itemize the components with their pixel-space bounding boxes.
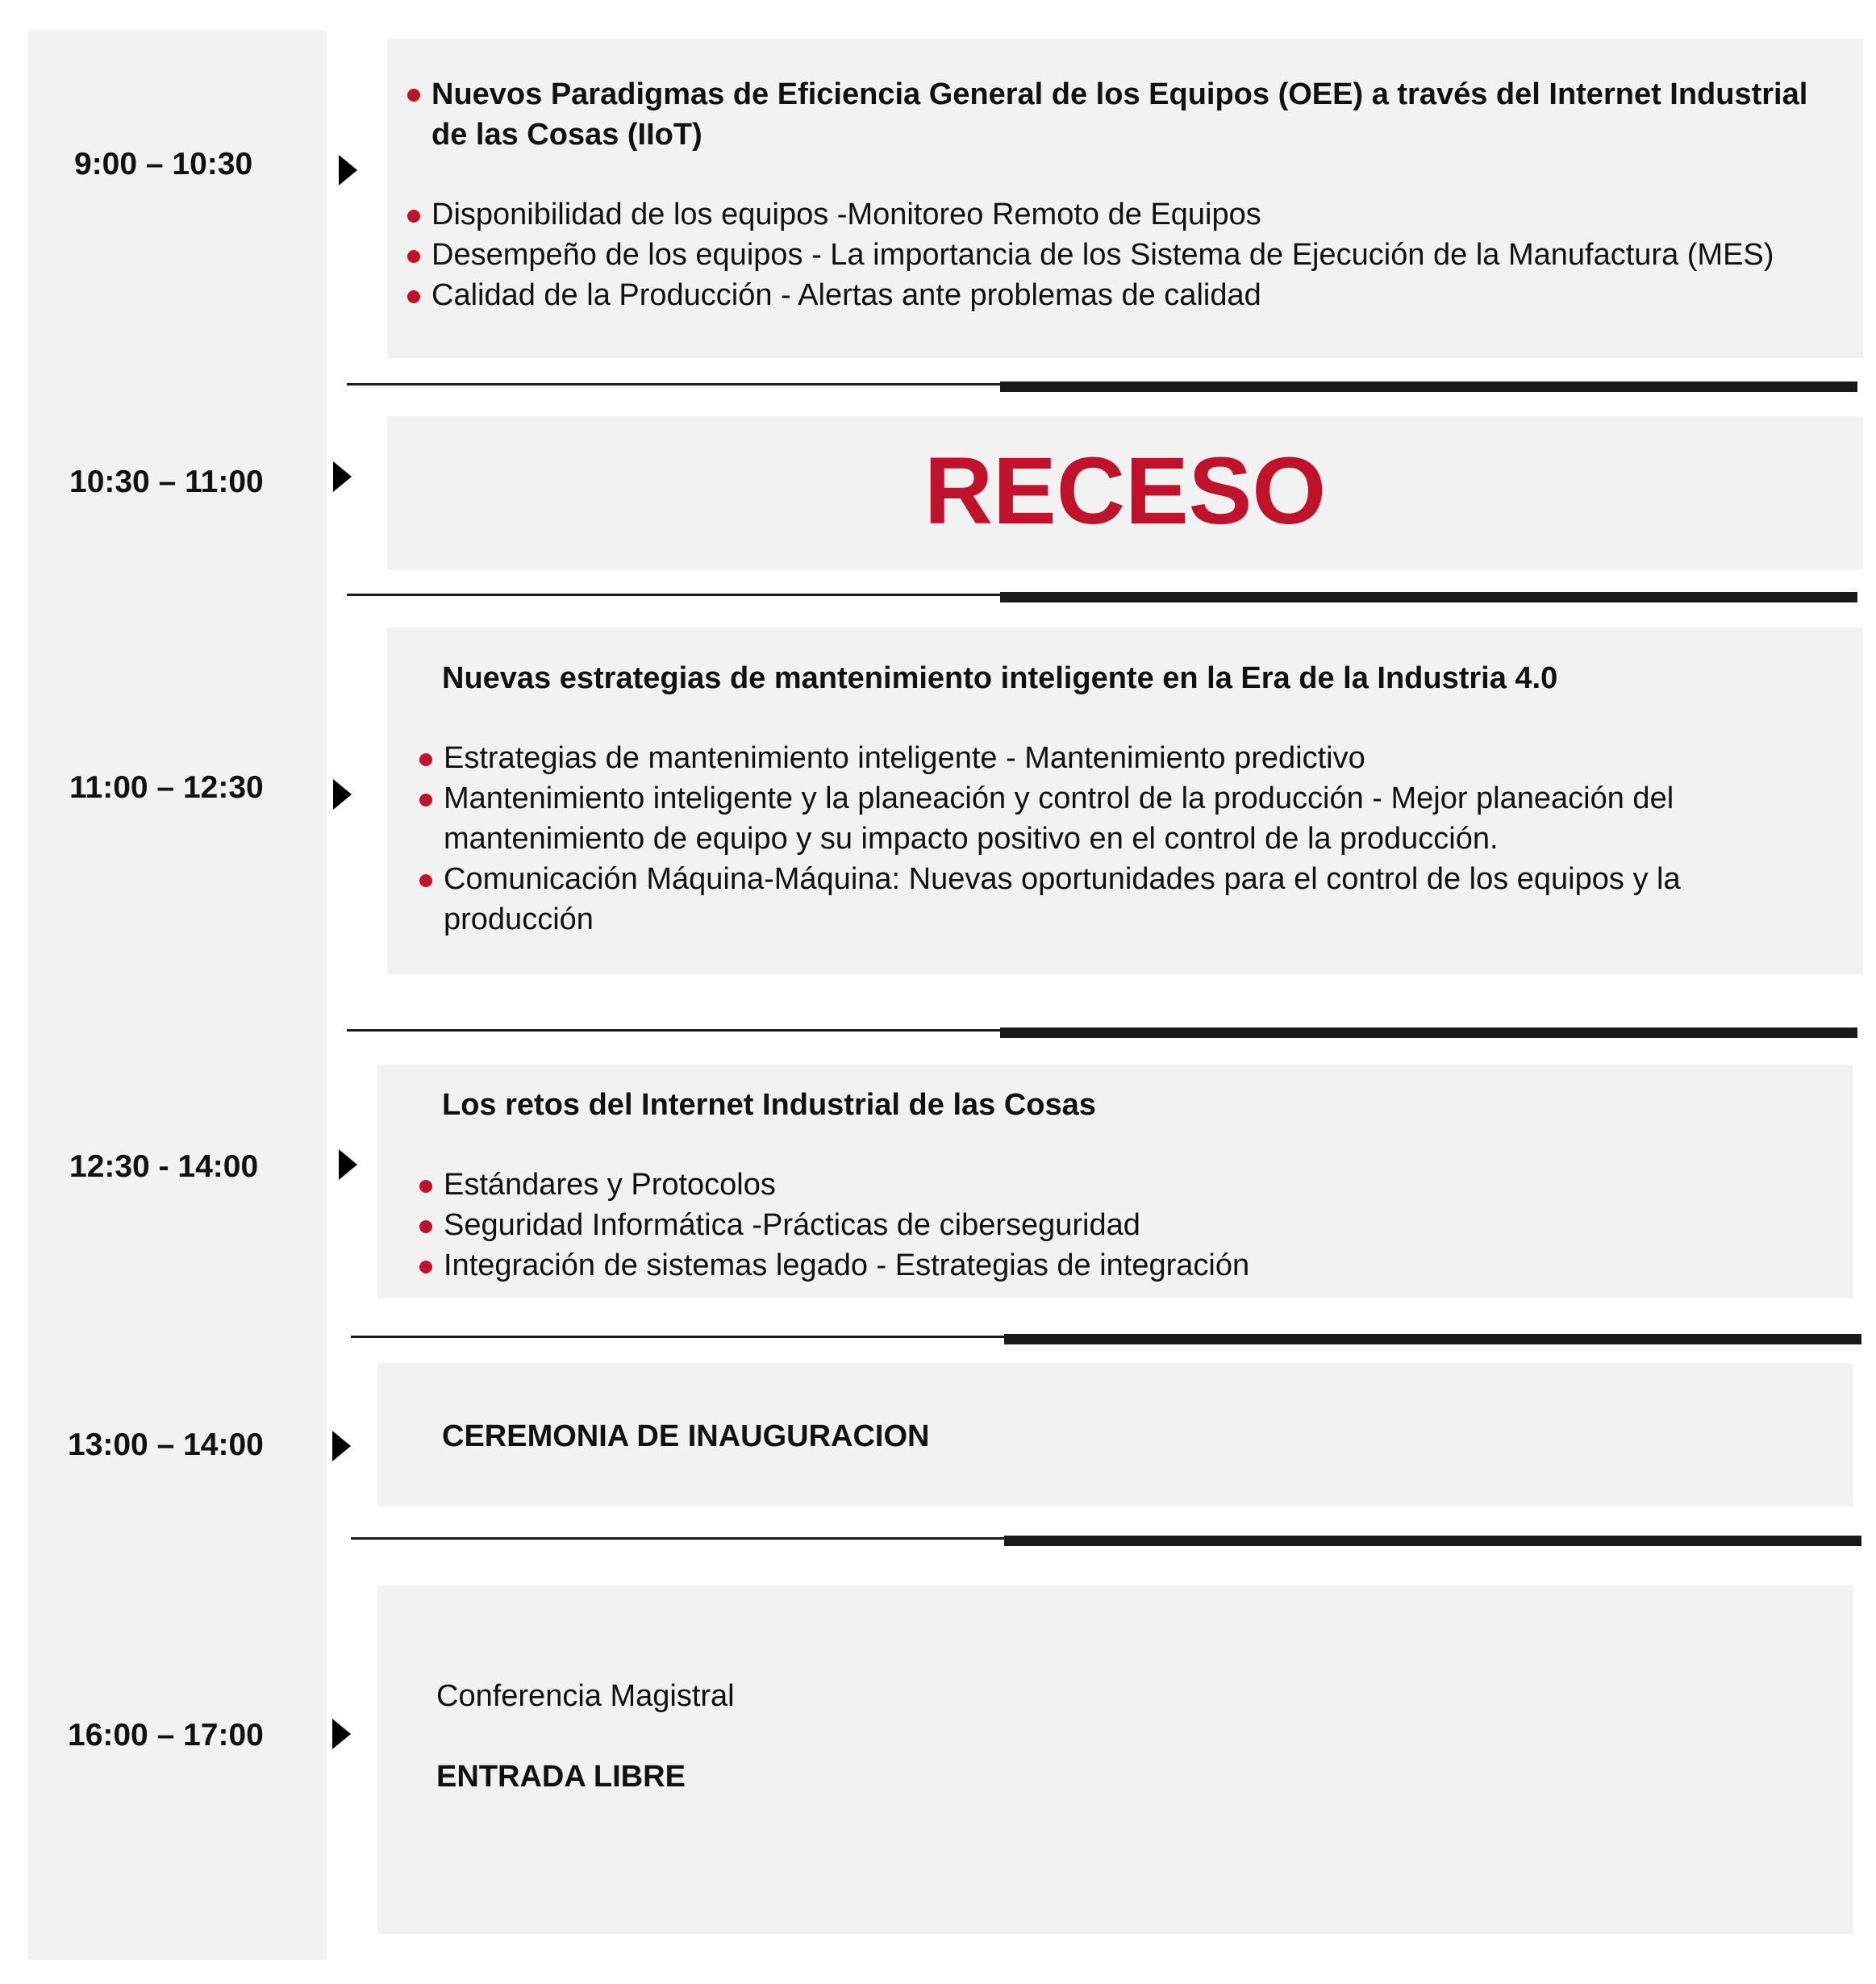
ceremony-card	[377, 1363, 1853, 1507]
time-slot-3: 11:00 – 12:30	[69, 770, 264, 805]
play-arrow-icon	[333, 461, 352, 492]
play-arrow-icon	[339, 1149, 357, 1180]
topic-item: Disponibilidad de los equipos -Monitoreo Remoto de Equipos	[407, 194, 1843, 235]
divider-thick	[1000, 381, 1857, 392]
time-slot-6: 16:00 – 17:00	[68, 1718, 264, 1753]
bullet-dot-icon	[419, 874, 432, 887]
bullet-dot-icon	[407, 250, 420, 263]
time-slot-2: 10:30 – 11:00	[69, 465, 264, 499]
topic-item: Desempeño de los equipos - La importancia de los Sistema de Ejecución de la Manufactura (MES)	[407, 235, 1843, 275]
topic-item: Estándares y Protocolos	[419, 1165, 1823, 1205]
topic-item: Mantenimiento inteligente y la planeación y control de la producción - Mejor planeación del mantenimiento de equipo y su impacto positivo en el control de la producción.	[419, 778, 1839, 859]
topic-item: Comunicación Máquina-Máquina: Nuevas oportunidades para el control de los equipos y la producción	[419, 859, 1839, 940]
topic-item: Integración de sistemas legado - Estrategias de integración	[419, 1245, 1823, 1286]
session-3-topics	[419, 1165, 1823, 1286]
divider-thin	[347, 1029, 1000, 1032]
break-card	[387, 416, 1863, 569]
divider-thin	[351, 1537, 1004, 1540]
session-2-title: Nuevas estrategias de mantenimiento inteligente en la Era de la Industria 4.0	[442, 661, 1558, 695]
bullet-dot-icon	[419, 753, 432, 766]
session-1-card	[387, 39, 1863, 358]
topic-item: Seguridad Informática -Prácticas de ciberseguridad	[419, 1205, 1823, 1245]
time-slot-1: 9:00 – 10:30	[74, 147, 253, 181]
bullet-dot-icon	[407, 290, 420, 303]
divider-thin	[347, 594, 1000, 596]
bullet-dot-icon	[419, 1261, 432, 1273]
bullet-dot-icon	[419, 1220, 432, 1233]
divider-thick	[1004, 1334, 1861, 1344]
session-3-title: Los retos del Internet Industrial de las Cosas	[442, 1088, 1096, 1122]
time-column	[28, 31, 327, 1960]
bullet-dot-icon	[407, 89, 420, 102]
keynote-title: ENTRADA LIBRE	[436, 1760, 686, 1794]
keynote-card	[377, 1586, 1853, 1934]
divider-thick	[1000, 1027, 1857, 1038]
bullet-dot-icon	[407, 210, 420, 223]
session-1-title: Nuevos Paradigmas de Eficiencia General de los Equipos (OEE) a través del Internet Industrial de las Cosas (IIoT)	[431, 77, 1808, 152]
bullet-dot-icon	[419, 1180, 432, 1193]
play-arrow-icon	[339, 155, 357, 185]
divider-thin	[347, 383, 1000, 386]
play-arrow-icon	[333, 779, 352, 810]
ceremony-title: CEREMONIA DE INAUGURACION	[442, 1419, 930, 1453]
play-arrow-icon	[332, 1431, 351, 1461]
divider-thick	[1000, 592, 1857, 602]
bullet-dot-icon	[419, 794, 432, 807]
session-1-topics	[407, 194, 1843, 315]
divider-thick	[1004, 1536, 1861, 1546]
topic-item: Estrategias de mantenimiento inteligente - Mantenimiento predictivo	[419, 738, 1839, 778]
session-2-topics	[419, 738, 1839, 940]
session-2-card	[387, 627, 1863, 974]
topic-item: Calidad de la Producción - Alertas ante problemas de calidad	[407, 275, 1843, 315]
divider-thin	[351, 1336, 1004, 1338]
keynote-subtitle: Conferencia Magistral	[436, 1679, 735, 1713]
play-arrow-icon	[332, 1719, 351, 1749]
session-3-card	[377, 1065, 1853, 1298]
break-title: RECESO	[923, 438, 1327, 544]
time-slot-4: 12:30 - 14:00	[69, 1149, 259, 1184]
time-slot-5: 13:00 – 14:00	[68, 1428, 264, 1462]
